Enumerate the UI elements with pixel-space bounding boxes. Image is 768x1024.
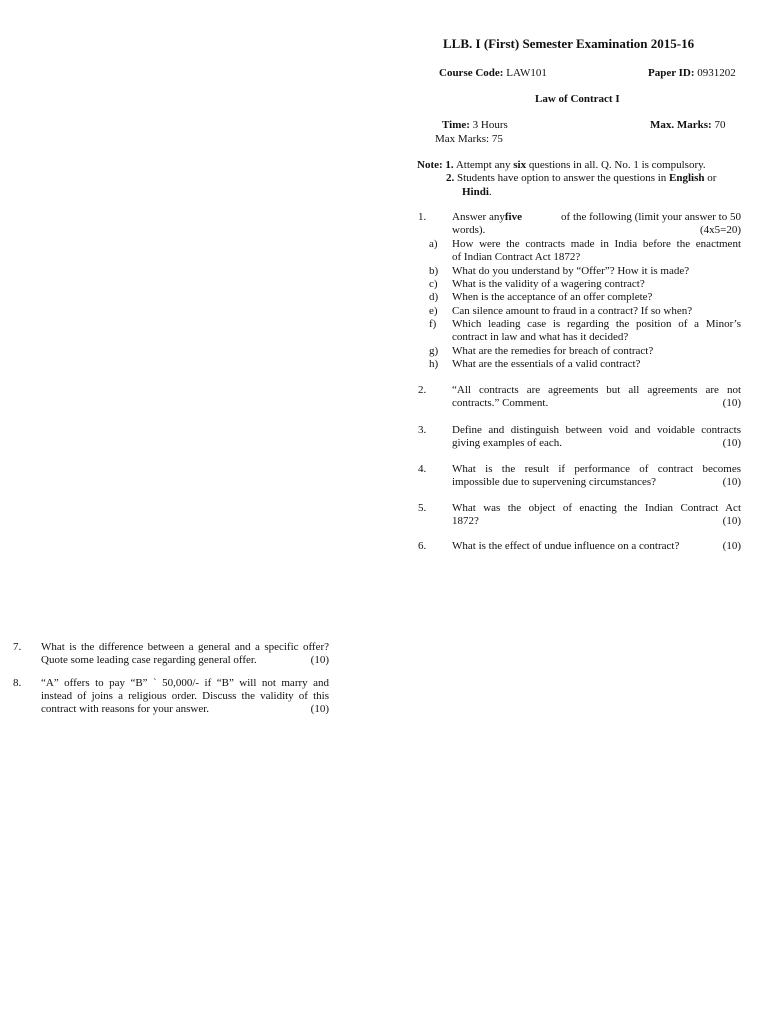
max-marks-alt: Max Marks: 75 (435, 133, 503, 145)
subquestion-line: What is the validity of a wagering contract? (452, 278, 645, 290)
paper-id (648, 67, 736, 80)
note-2-period: . (488, 186, 492, 198)
subquestion-label: f) (429, 318, 437, 330)
question-number: 7. (13, 641, 22, 653)
question-number: 5. (418, 502, 427, 514)
question-text (41, 677, 329, 716)
note-2-text-end: or (704, 172, 717, 184)
question-marks: (10) (310, 654, 329, 666)
subquestion-text (452, 318, 741, 344)
subquestion-label: c) (429, 278, 438, 290)
subquestion-text (452, 265, 741, 278)
question-marks: (10) (722, 515, 741, 527)
course-code-label: Course Code: (439, 67, 504, 79)
note-2-text: Students have option to answer the questions in (457, 172, 670, 184)
note-1-text-end: questions in all. Q. No. 1 is compulsory. (526, 159, 706, 171)
note (417, 159, 706, 172)
question-number: 4. (418, 463, 427, 475)
question-line: What is the effect of undue influence on a contract? (452, 540, 680, 552)
q1-bold: five (504, 211, 522, 223)
question-text (452, 502, 741, 528)
subquestion-line: When is the acceptance of an offer complete? (452, 291, 653, 303)
time (442, 119, 508, 132)
question-marks: (10) (722, 540, 741, 552)
exam-title: LLB. I (First) Semester Examination 2015-16 (443, 36, 695, 51)
question-line: What is the difference between a general and a specific offer? (41, 641, 329, 653)
max-marks-value: 70 (714, 119, 726, 131)
subquestion-line: Can silence amount to fraud in a contract? If so when? (452, 305, 693, 317)
subquestion-line: Which leading case is regarding the position of a Minor’s (452, 318, 741, 330)
course-code-value: LAW101 (506, 67, 547, 79)
note-1-bold: six (513, 159, 527, 171)
time-label: Time: (442, 119, 470, 131)
note-num-2: 2. (446, 172, 455, 184)
subquestion-line: contract in law and what has it decided? (452, 331, 629, 343)
note-2 (446, 172, 716, 185)
question-line: contract with reasons for your answer. (41, 703, 210, 715)
subquestion-text (452, 278, 741, 291)
subquestion-label: e) (429, 305, 438, 317)
question-text (452, 540, 741, 553)
question-number: 2. (418, 384, 427, 396)
course-code (439, 67, 547, 80)
subquestion-label: g) (429, 345, 439, 357)
subquestion-line: How were the contracts made in India before the enactment (452, 238, 741, 250)
note-2-bold-2: Hindi (462, 186, 489, 198)
question-line: What was the object of enacting the Indian Contract Act (452, 502, 741, 514)
question-marks: (10) (310, 703, 329, 715)
question-number: 6. (418, 540, 427, 552)
subject-title: Law of Contract I (535, 93, 620, 105)
question-marks: (10) (722, 397, 741, 409)
q1-text-pre: Answer any (452, 211, 505, 223)
note-2-line2 (462, 186, 492, 199)
subquestion-line: What do you understand by “Offer”? How it is made? (452, 265, 690, 277)
subquestion-text (452, 305, 741, 318)
subquestion-text (452, 238, 741, 264)
subquestion-label: h) (429, 358, 439, 370)
subquestion-text (452, 358, 741, 371)
question-line: “All contracts are agreements but all agreements are not (452, 384, 741, 396)
subquestion-text (452, 345, 741, 358)
subquestion-line: What are the essentials of a valid contract? (452, 358, 641, 370)
subquestion-line: What are the remedies for breach of contract? (452, 345, 654, 357)
question-line: Quote some leading case regarding general offer. (41, 654, 257, 666)
paper-id-label: Paper ID: (648, 67, 695, 79)
question-number: 3. (418, 424, 427, 436)
subquestion-label: a) (429, 238, 438, 250)
subquestion-text (452, 291, 741, 304)
q1-text-post: of the following (limit your answer to 50 (561, 211, 741, 223)
question-marks: (10) (722, 437, 741, 449)
question-number: 8. (13, 677, 22, 689)
question-text (452, 384, 741, 410)
q1-marks: (4x5=20) (699, 224, 741, 236)
question-line: giving examples of each. (452, 437, 562, 449)
note-1-text: Attempt any (455, 159, 514, 171)
note-num-1: 1. (445, 159, 454, 171)
max-marks (650, 119, 725, 132)
question-line: “A” offers to pay “B” ` 50,000/- if “B” will not marry and (41, 677, 329, 689)
paper-id-value: 0931202 (697, 67, 736, 79)
question-text (452, 424, 741, 450)
question-line: impossible due to supervening circumstances? (452, 476, 657, 488)
q1-text-line2: words). (452, 224, 486, 236)
question-line: What is the result if performance of contract becomes (452, 463, 741, 475)
question-line: instead of joins a religious order. Discuss the validity of this (41, 690, 329, 702)
subquestion-label: d) (429, 291, 439, 303)
question-line: 1872? (452, 515, 479, 527)
subquestion-label: b) (429, 265, 439, 277)
question-line: contracts.” Comment. (452, 397, 549, 409)
time-value: 3 Hours (472, 119, 508, 131)
q1-number: 1. (418, 211, 427, 223)
note-label: Note: (417, 159, 443, 171)
question-line: Define and distinguish between void and voidable contracts (452, 424, 741, 436)
max-marks-label: Max. Marks: (650, 119, 712, 131)
q1-text (452, 211, 741, 237)
question-text (452, 463, 741, 489)
note-2-bold: English (669, 172, 705, 184)
question-marks: (10) (722, 476, 741, 488)
subquestion-line: of Indian Contract Act 1872? (452, 251, 581, 263)
question-text (41, 641, 329, 667)
